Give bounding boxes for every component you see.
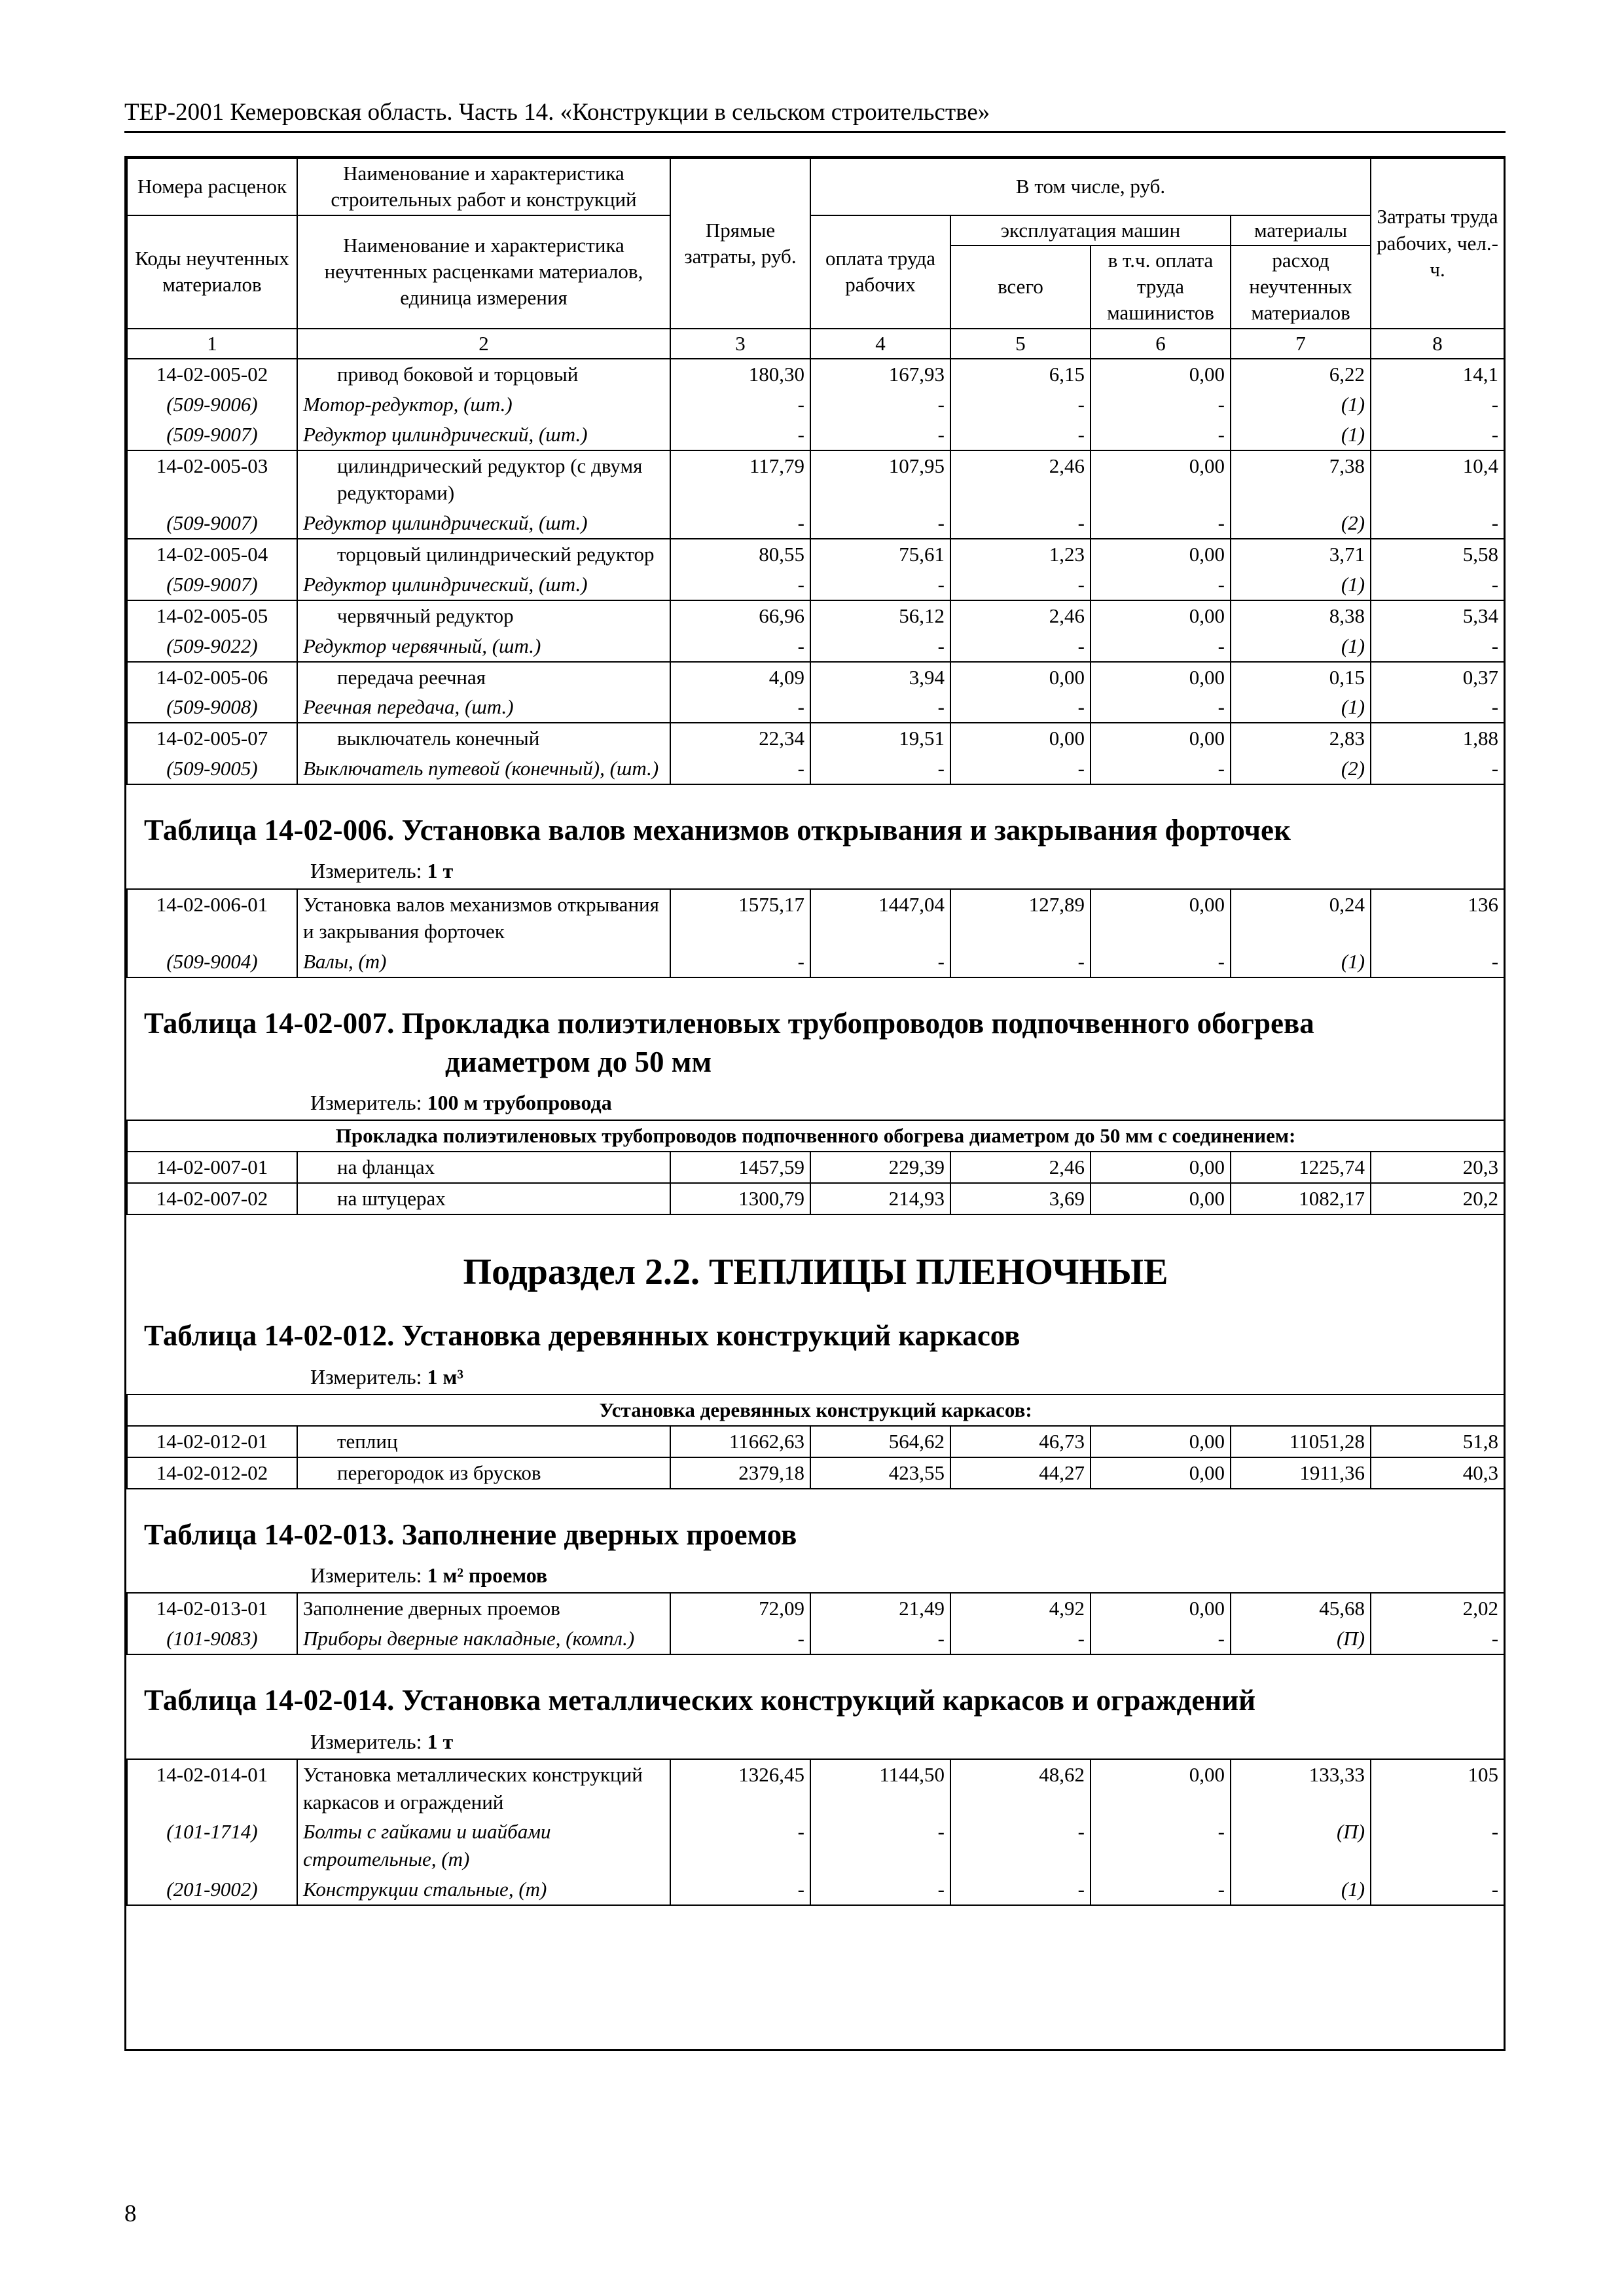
rate-code: 14-02-005-07 — [127, 723, 297, 754]
rate-code: 14-02-006-01 — [127, 889, 297, 947]
rate-row — [127, 1426, 1504, 1457]
value-cell: 2,46 — [950, 450, 1091, 509]
rate-code: 14-02-005-05 — [127, 600, 297, 631]
material-name: Редуктор цилиндрический, (шт.) — [297, 508, 670, 539]
material-code: (509-9022) — [127, 631, 297, 662]
value-cell: 214,93 — [810, 1183, 950, 1214]
value-cell: - — [810, 1624, 950, 1654]
material-name: Редуктор цилиндрический, (шт.) — [297, 420, 670, 450]
value-cell: (1) — [1231, 570, 1371, 600]
value-cell: 0,37 — [1371, 662, 1504, 693]
value-cell: - — [670, 570, 810, 600]
value-cell: 2,02 — [1371, 1593, 1504, 1624]
value-cell: - — [670, 947, 810, 977]
rate-code: 14-02-005-03 — [127, 450, 297, 509]
value-cell: - — [810, 1817, 950, 1874]
value-cell: (П) — [1231, 1624, 1371, 1654]
value-cell: 1326,45 — [670, 1759, 810, 1817]
measure-value: 1 т — [427, 859, 454, 883]
material-code: (509-9005) — [127, 754, 297, 784]
value-cell: 229,39 — [810, 1152, 950, 1183]
table-014 — [127, 1654, 1504, 1759]
material-name: Валы, (т) — [297, 947, 670, 977]
col-num: 4 — [810, 329, 950, 359]
value-cell: 3,71 — [1231, 539, 1371, 570]
value-cell: 5,58 — [1371, 539, 1504, 570]
value-cell: 107,95 — [810, 450, 950, 509]
material-name: Мотор-редуктор, (шт.) — [297, 390, 670, 420]
col-num: 2 — [297, 329, 670, 359]
value-cell: 19,51 — [810, 723, 950, 754]
table-014-rows — [127, 1759, 1504, 1905]
table-013-rows — [127, 1593, 1504, 1654]
measure-label: Измеритель: — [310, 1729, 422, 1753]
material-code: (201-9002) — [127, 1874, 297, 1905]
header-rule — [124, 131, 1506, 133]
table-007-title-line1: Таблица 14-02-007. Прокладка полиэтиленовых трубопроводов подпочвенного обогрева — [144, 1007, 1314, 1040]
rate-name: перегородок из брусков — [297, 1457, 670, 1489]
value-cell: - — [1371, 631, 1504, 662]
value-cell: - — [810, 420, 950, 450]
col-num: 5 — [950, 329, 1091, 359]
col-head-wages: оплата труда рабочих — [810, 215, 950, 329]
rate-name: теплиц — [297, 1426, 670, 1457]
col-head-labor: Затраты труда рабочих, чел.-ч. — [1371, 158, 1504, 329]
value-cell: 1447,04 — [810, 889, 950, 947]
value-cell: - — [670, 754, 810, 784]
value-cell: 2,46 — [950, 1152, 1091, 1183]
value-cell: - — [810, 692, 950, 723]
value-cell: - — [1091, 1817, 1231, 1874]
col-head-code-bottom: Коды неучтенных материалов — [127, 215, 297, 329]
value-cell: (1) — [1231, 947, 1371, 977]
value-cell: - — [810, 947, 950, 977]
table-014-title: Таблица 14-02-014. Установка металлических конструкций каркасов и ограждений — [144, 1684, 1256, 1717]
material-row — [127, 570, 1504, 600]
value-cell: - — [950, 420, 1091, 450]
value-cell: - — [1091, 692, 1231, 723]
value-cell: 0,00 — [1091, 600, 1231, 631]
rate-code: 14-02-005-04 — [127, 539, 297, 570]
value-cell: - — [1091, 570, 1231, 600]
col-num: 8 — [1371, 329, 1504, 359]
value-cell: 127,89 — [950, 889, 1091, 947]
material-name: Редуктор цилиндрический, (шт.) — [297, 570, 670, 600]
value-cell: - — [1371, 508, 1504, 539]
material-code: (101-1714) — [127, 1817, 297, 1874]
col-head-materials-sub: расход неучтенных материалов — [1231, 246, 1371, 329]
value-cell: 21,49 — [810, 1593, 950, 1624]
rate-code: 14-02-013-01 — [127, 1593, 297, 1624]
rate-row — [127, 1457, 1504, 1489]
value-cell: 5,34 — [1371, 600, 1504, 631]
value-cell: - — [670, 631, 810, 662]
rate-row — [127, 600, 1504, 631]
value-cell: - — [670, 390, 810, 420]
value-cell: - — [950, 1874, 1091, 1905]
material-row — [127, 390, 1504, 420]
subsection-title: Подраздел 2.2. ТЕПЛИЦЫ ПЛЕНОЧНЫЕ — [463, 1251, 1168, 1292]
value-cell: - — [1091, 1874, 1231, 1905]
value-cell: - — [1091, 508, 1231, 539]
material-row — [127, 631, 1504, 662]
value-cell: 44,27 — [950, 1457, 1091, 1489]
col-head-name-top: Наименование и характеристика строительных работ и конструкций — [297, 158, 670, 215]
table-006-measure — [127, 854, 1504, 888]
rate-name: цилиндрический редуктор (с двумя редукторами) — [297, 450, 670, 509]
value-cell: 105 — [1371, 1759, 1504, 1817]
value-cell: - — [950, 692, 1091, 723]
rate-row — [127, 723, 1504, 754]
value-cell: 4,92 — [950, 1593, 1091, 1624]
price-table-frame — [124, 156, 1506, 2051]
value-cell: 2,46 — [950, 600, 1091, 631]
value-cell: 2,83 — [1231, 723, 1371, 754]
value-cell: - — [1091, 631, 1231, 662]
value-cell: 180,30 — [670, 359, 810, 390]
rate-name: передача реечная — [297, 662, 670, 693]
rate-code: 14-02-005-02 — [127, 359, 297, 390]
value-cell: 133,33 — [1231, 1759, 1371, 1817]
value-cell: 20,2 — [1371, 1183, 1504, 1214]
value-cell: - — [950, 1817, 1091, 1874]
value-cell: - — [1091, 1624, 1231, 1654]
value-cell: - — [1091, 390, 1231, 420]
value-cell: 0,00 — [1091, 1593, 1231, 1624]
value-cell: - — [950, 570, 1091, 600]
value-cell: 423,55 — [810, 1457, 950, 1489]
page-header: ТЕР-2001 Кемеровская область. Часть 14. «Конструкции в сельском строительстве» — [124, 99, 990, 126]
value-cell: 1,23 — [950, 539, 1091, 570]
table-013 — [127, 1489, 1504, 1594]
value-cell: 10,4 — [1371, 450, 1504, 509]
material-code: (509-9008) — [127, 692, 297, 723]
material-name: Реечная передача, (шт.) — [297, 692, 670, 723]
rate-code: 14-02-007-02 — [127, 1183, 297, 1214]
value-cell: - — [950, 1624, 1091, 1654]
material-code: (101-9083) — [127, 1624, 297, 1654]
col-num: 7 — [1231, 329, 1371, 359]
value-cell: (1) — [1231, 390, 1371, 420]
value-cell: 1225,74 — [1231, 1152, 1371, 1183]
value-cell: - — [1371, 570, 1504, 600]
value-cell: - — [810, 631, 950, 662]
material-row — [127, 508, 1504, 539]
rate-name: Установка валов механизмов открывания и закрывания форточек — [297, 889, 670, 947]
table-006-rows — [127, 889, 1504, 978]
rate-row — [127, 1593, 1504, 1624]
value-cell: - — [950, 631, 1091, 662]
material-row — [127, 1624, 1504, 1654]
value-cell: 20,3 — [1371, 1152, 1504, 1183]
col-head-including: В том числе, руб. — [810, 158, 1371, 215]
value-cell: - — [950, 947, 1091, 977]
value-cell: 167,93 — [810, 359, 950, 390]
rate-name: торцовый цилиндрический редуктор — [297, 539, 670, 570]
value-cell: - — [1371, 947, 1504, 977]
material-row — [127, 1874, 1504, 1905]
table-012-measure — [127, 1360, 1504, 1394]
page-number: 8 — [124, 2200, 137, 2227]
value-cell: 0,00 — [950, 662, 1091, 693]
value-cell: 1300,79 — [670, 1183, 810, 1214]
value-cell: 1082,17 — [1231, 1183, 1371, 1214]
value-cell: - — [1091, 947, 1231, 977]
value-cell: 1911,36 — [1231, 1457, 1371, 1489]
value-cell: - — [1091, 420, 1231, 450]
value-cell: - — [1371, 692, 1504, 723]
rate-name: червячный редуктор — [297, 600, 670, 631]
rate-row — [127, 539, 1504, 570]
value-cell: 3,69 — [950, 1183, 1091, 1214]
rate-name: выключатель конечный — [297, 723, 670, 754]
value-cell: - — [670, 1874, 810, 1905]
col-num: 6 — [1091, 329, 1231, 359]
rate-name: Заполнение дверных проемов — [297, 1593, 670, 1624]
col-head-code-top: Номера расценок — [127, 158, 297, 215]
table-007-group: Прокладка полиэтиленовых трубопроводов подпочвенного обогрева диаметром до 50 мм с соединением: — [127, 1120, 1504, 1152]
table-007-rows — [127, 1152, 1504, 1214]
value-cell: 40,3 — [1371, 1457, 1504, 1489]
rate-name: привод боковой и торцовый — [297, 359, 670, 390]
measure-label: Измеритель: — [310, 859, 422, 883]
value-cell: - — [1371, 1817, 1504, 1874]
measure-label: Измеритель: — [310, 1364, 422, 1389]
value-cell: - — [810, 508, 950, 539]
rate-code: 14-02-007-01 — [127, 1152, 297, 1183]
col-head-machines-total: всего — [950, 246, 1091, 329]
value-cell: - — [670, 420, 810, 450]
material-code: (509-9007) — [127, 508, 297, 539]
value-cell: - — [670, 692, 810, 723]
value-cell: 75,61 — [810, 539, 950, 570]
material-row — [127, 420, 1504, 450]
measure-label: Измеритель: — [310, 1091, 422, 1115]
value-cell: - — [670, 508, 810, 539]
value-cell: 2379,18 — [670, 1457, 810, 1489]
rate-code: 14-02-012-02 — [127, 1457, 297, 1489]
col-head-materials: материалы — [1231, 215, 1371, 246]
value-cell: - — [810, 754, 950, 784]
material-name: Редуктор червячный, (шт.) — [297, 631, 670, 662]
value-cell: - — [810, 390, 950, 420]
value-cell: - — [810, 1874, 950, 1905]
value-cell: 0,00 — [1091, 359, 1231, 390]
value-cell: - — [810, 570, 950, 600]
table-007-title — [127, 978, 1504, 1086]
value-cell: 22,34 — [670, 723, 810, 754]
col-num: 3 — [670, 329, 810, 359]
material-name: Приборы дверные накладные, (компл.) — [297, 1624, 670, 1654]
rate-name: Установка металлических конструкций каркасов и ограждений — [297, 1759, 670, 1817]
value-cell: 0,00 — [1091, 1426, 1231, 1457]
rate-row — [127, 889, 1504, 947]
value-cell: (1) — [1231, 420, 1371, 450]
rate-row — [127, 1183, 1504, 1214]
material-row — [127, 947, 1504, 977]
value-cell: 14,1 — [1371, 359, 1504, 390]
value-cell: - — [670, 1624, 810, 1654]
value-cell: - — [950, 508, 1091, 539]
value-cell: 4,09 — [670, 662, 810, 693]
measure-label: Измеритель: — [310, 1563, 422, 1588]
material-code: (509-9007) — [127, 570, 297, 600]
material-code: (509-9004) — [127, 947, 297, 977]
table-013-title: Таблица 14-02-013. Заполнение дверных проемов — [144, 1518, 797, 1551]
value-cell: 48,62 — [950, 1759, 1091, 1817]
value-cell: (2) — [1231, 754, 1371, 784]
material-name: Болты с гайками и шайбами строительные, (т) — [297, 1817, 670, 1874]
material-name: Конструкции стальные, (т) — [297, 1874, 670, 1905]
table-012-rows — [127, 1426, 1504, 1489]
value-cell: - — [670, 1817, 810, 1874]
rate-code: 14-02-014-01 — [127, 1759, 297, 1817]
value-cell: 11051,28 — [1231, 1426, 1371, 1457]
value-cell: - — [1371, 390, 1504, 420]
rate-code: 14-02-012-01 — [127, 1426, 297, 1457]
measure-value: 1 м³ — [427, 1364, 463, 1389]
value-cell: 0,24 — [1231, 889, 1371, 947]
value-cell: 0,00 — [1091, 662, 1231, 693]
value-cell: - — [1371, 1624, 1504, 1654]
table-014-measure — [127, 1725, 1504, 1758]
material-code: (509-9007) — [127, 420, 297, 450]
value-cell: 1575,17 — [670, 889, 810, 947]
value-cell: 0,15 — [1231, 662, 1371, 693]
price-table — [126, 158, 1505, 1906]
value-cell: 1144,50 — [810, 1759, 950, 1817]
value-cell: 7,38 — [1231, 450, 1371, 509]
value-cell: 0,00 — [950, 723, 1091, 754]
value-cell: 80,55 — [670, 539, 810, 570]
value-cell: 0,00 — [1091, 1183, 1231, 1214]
value-cell: (2) — [1231, 508, 1371, 539]
table-012-group: Установка деревянных конструкций каркасов: — [127, 1394, 1504, 1426]
rate-name: на фланцах — [297, 1152, 670, 1183]
value-cell: 0,00 — [1091, 1152, 1231, 1183]
measure-value: 1 т — [427, 1729, 454, 1753]
value-cell: 46,73 — [950, 1426, 1091, 1457]
col-head-machines: эксплуатация машин — [950, 215, 1231, 246]
value-cell: 0,00 — [1091, 539, 1231, 570]
material-name: Выключатель путевой (конечный), (шт.) — [297, 754, 670, 784]
value-cell: 1,88 — [1371, 723, 1504, 754]
value-cell: 0,00 — [1091, 1457, 1231, 1489]
measure-value: 1 м² проемов — [427, 1563, 548, 1588]
value-cell: 3,94 — [810, 662, 950, 693]
rate-row — [127, 450, 1504, 509]
table-006-title: Таблица 14-02-006. Установка валов механизмов открывания и закрывания форточек — [144, 813, 1291, 847]
value-cell: (1) — [1231, 1874, 1371, 1905]
table-005-continued — [127, 359, 1504, 784]
col-head-direct-costs: Прямые затраты, руб. — [670, 158, 810, 329]
rate-code: 14-02-005-06 — [127, 662, 297, 693]
value-cell: 45,68 — [1231, 1593, 1371, 1624]
col-head-machines-wages: в т.ч. оплата труда машинистов — [1091, 246, 1231, 329]
value-cell: - — [1371, 1874, 1504, 1905]
value-cell: 0,00 — [1091, 1759, 1231, 1817]
table-007 — [127, 977, 1504, 1152]
value-cell: 0,00 — [1091, 723, 1231, 754]
material-row — [127, 1817, 1504, 1874]
value-cell: 11662,63 — [670, 1426, 810, 1457]
value-cell: (П) — [1231, 1817, 1371, 1874]
value-cell: 72,09 — [670, 1593, 810, 1624]
value-cell: 0,00 — [1091, 889, 1231, 947]
value-cell: - — [950, 754, 1091, 784]
value-cell: 56,12 — [810, 600, 950, 631]
table-007-title-line2: диаметром до 50 мм — [445, 1045, 712, 1078]
rate-name: на штуцерах — [297, 1183, 670, 1214]
material-row — [127, 692, 1504, 723]
rate-row — [127, 1759, 1504, 1817]
value-cell: - — [1371, 420, 1504, 450]
rate-row — [127, 1152, 1504, 1183]
value-cell: 51,8 — [1371, 1426, 1504, 1457]
value-cell: 8,38 — [1231, 600, 1371, 631]
value-cell: (1) — [1231, 631, 1371, 662]
value-cell: 1457,59 — [670, 1152, 810, 1183]
subsection-2-2 — [127, 1214, 1504, 1426]
value-cell: 66,96 — [670, 600, 810, 631]
value-cell: - — [1371, 754, 1504, 784]
value-cell: - — [1091, 754, 1231, 784]
value-cell: 117,79 — [670, 450, 810, 509]
table-012-title: Таблица 14-02-012. Установка деревянных конструкций каркасов — [144, 1319, 1020, 1353]
value-cell: 6,15 — [950, 359, 1091, 390]
measure-value: 100 м трубопровода — [427, 1091, 612, 1115]
value-cell: 564,62 — [810, 1426, 950, 1457]
col-head-name-bottom: Наименование и характеристика неучтенных расценками материалов, единица измерения — [297, 215, 670, 329]
material-row — [127, 754, 1504, 784]
table-007-measure — [127, 1086, 1504, 1120]
value-cell: (1) — [1231, 692, 1371, 723]
value-cell: 136 — [1371, 889, 1504, 947]
value-cell: 6,22 — [1231, 359, 1371, 390]
value-cell: - — [950, 390, 1091, 420]
table-006 — [127, 784, 1504, 889]
rate-row — [127, 662, 1504, 693]
rate-row — [127, 359, 1504, 390]
table-013-measure — [127, 1559, 1504, 1592]
col-num: 1 — [127, 329, 297, 359]
value-cell: 0,00 — [1091, 450, 1231, 509]
material-code: (509-9006) — [127, 390, 297, 420]
